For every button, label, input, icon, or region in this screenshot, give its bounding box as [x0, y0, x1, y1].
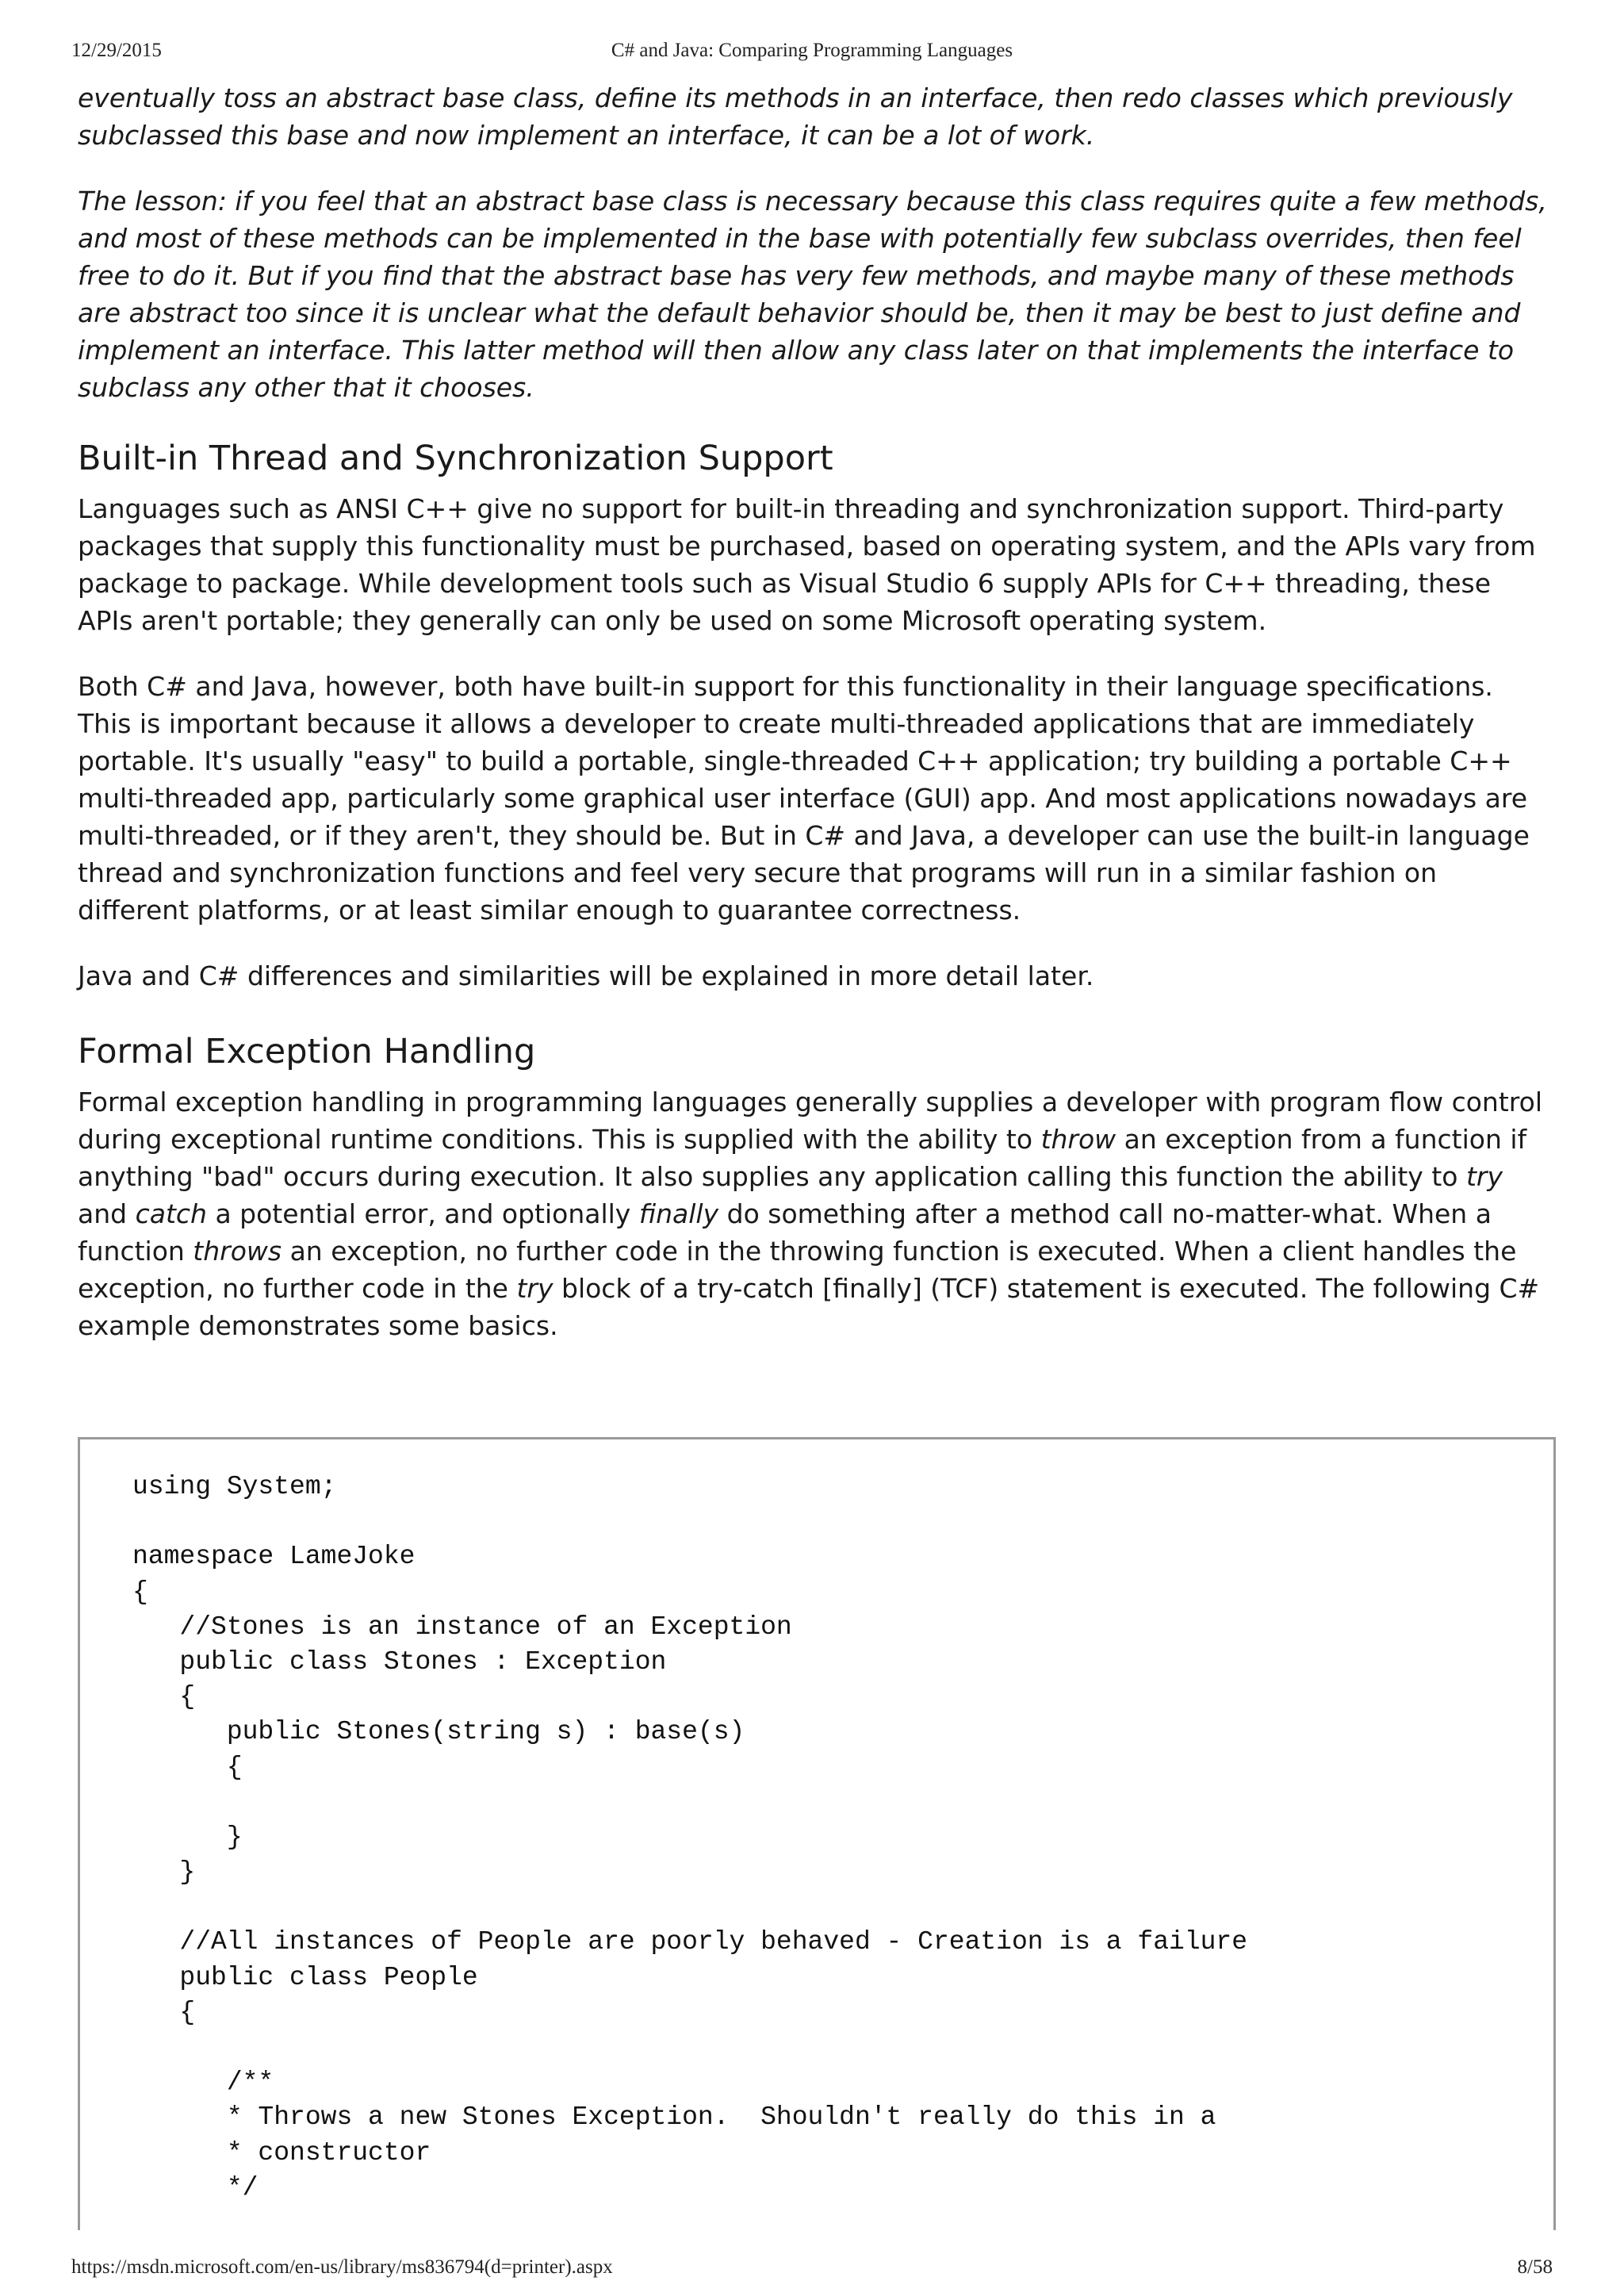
text-segment: an exception, no further code in the throwing function is executed. When a client handles the exception, no further code in the	[78, 1236, 1517, 1304]
text-segment: Formal exception handling in programming languages generally supplies a developer with program flow control during exceptional runtime conditions. This is supplied with the ability to	[78, 1087, 1542, 1155]
code-line: using System;	[132, 1472, 337, 1501]
page-footer	[71, 2256, 1553, 2283]
emphasis-throw: throw	[1040, 1124, 1116, 1155]
code-line	[132, 1504, 1553, 1539]
intro-paragraph-2: The lesson: if you feel that an abstract base class is necessary because this class requires quite a few methods, and most of these methods can be implemented in the base with potentially few subclass overrides, then feel free to do it. But if you find that the abstract base has very few methods, and maybe many of these methods are abstract too since it is unclear what the default behavior should be, then it may be best to just define and implement an interface. This latter method will then allow any class later on that implements the interface to subclass any other that it chooses.	[78, 186, 1547, 403]
emphasis-catch: catch	[135, 1198, 207, 1229]
code-line: }	[132, 1822, 243, 1852]
emphasis-try-block: try	[516, 1273, 553, 1304]
code-line: {	[132, 1682, 196, 1712]
code-line	[132, 2030, 1553, 2065]
code-line: public class Stones : Exception	[132, 1646, 667, 1677]
code-line	[132, 1890, 1553, 1925]
print-title: C# and Java: Comparing Programming Languages	[611, 40, 1013, 61]
code-example-box	[78, 1437, 1556, 2230]
emphasis-try: try	[1465, 1161, 1503, 1192]
exceptions-paragraph	[78, 1083, 1553, 1344]
source-url[interactable]: https://msdn.microsoft.com/en-us/library/ms836794(d=printer).aspx	[71, 2256, 613, 2278]
text-segment: do something after a method call no-matter-what. When a function	[78, 1198, 1492, 1267]
text-segment: block of a try-catch [finally] (TCF) statement is executed. The following C# example demonstrates some basics.	[78, 1273, 1540, 1341]
code-line: namespace LameJoke	[132, 1542, 416, 1572]
code-line: {	[132, 1752, 243, 1782]
code-line: /**	[132, 2068, 274, 2098]
article-body	[78, 79, 1553, 1373]
code-line: * constructor	[132, 2137, 431, 2168]
print-date: 12/29/2015	[71, 40, 162, 61]
code-line: {	[132, 1997, 196, 2027]
code-line: */	[132, 2172, 259, 2202]
threads-paragraph-3: Java and C# differences and similarities will be explained in more detail later.	[78, 960, 1094, 991]
text-segment: a potential error, and optionally	[206, 1198, 639, 1229]
page-number: 8/58	[1517, 2256, 1553, 2278]
page-header	[71, 40, 1553, 67]
emphasis-throws: throws	[193, 1236, 282, 1267]
code-line: //All instances of People are poorly behaved - Creation is a failure	[132, 1927, 1248, 1957]
code-line: }	[132, 1857, 196, 1888]
code-line: public Stones(string s) : base(s)	[132, 1717, 745, 1747]
code-line: {	[132, 1577, 148, 1607]
threads-paragraph-1: Languages such as ANSI C++ give no support for built-in threading and synchronization support. Third-party packages that supply this functionality must be purchased, based on operating system, and the APIs vary from package to package. While development tools such as Visual Studio 6 supply APIs for C++ threading, these APIs aren't portable; they generally can only be used on some Microsoft operating system.	[78, 493, 1536, 636]
text-segment: an exception from a function if anything "bad" occurs during execution. It also supplies any application calling this function the ability to	[78, 1124, 1527, 1192]
code-line: //Stones is an instance of an Exception	[132, 1612, 792, 1642]
code-line	[132, 1785, 1553, 1820]
code-line: public class People	[132, 1962, 478, 1992]
emphasis-finally: finally	[638, 1198, 719, 1229]
code-block	[80, 1439, 1553, 2206]
section-heading-threads: Built-in Thread and Synchronization Support	[78, 439, 833, 478]
section-heading-exceptions: Formal Exception Handling	[78, 1032, 536, 1071]
threads-paragraph-2: Both C# and Java, however, both have built-in support for this functionality in their language specifications. This is important because it allows a developer to create multi-threaded applications that are immediately portable. It's usually "easy" to build a portable, single-threaded C++ application; try building a portable C++ multi-threaded app, particularly some graphical user interface (GUI) app. And most applications nowadays are multi-threaded, or if they aren't, they should be. But in C# and Java, a developer can use the built-in language thread and synchronization functions and feel very secure that programs will run in a similar fashion on different platforms, or at least similar enough to guarantee correctness.	[78, 671, 1530, 926]
text-segment: and	[78, 1198, 136, 1229]
intro-paragraph-1: eventually toss an abstract base class, define its methods in an interface, then redo classes which previously subclassed this base and now implement an interface, it can be a lot of work.	[78, 82, 1513, 151]
code-line: * Throws a new Stones Exception. Shouldn't really do this in a	[132, 2102, 1216, 2133]
